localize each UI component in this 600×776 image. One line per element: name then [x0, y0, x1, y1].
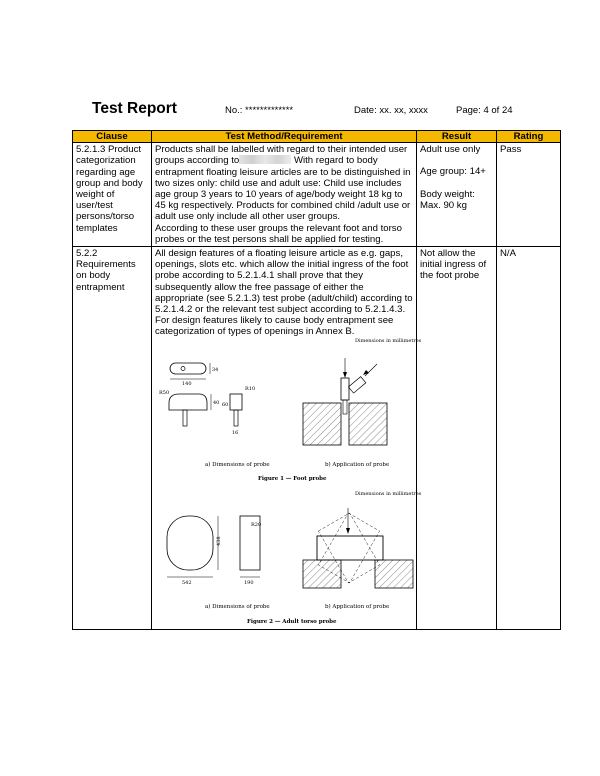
torso-probe-block-left: [303, 560, 341, 588]
dimension-190: 190: [244, 579, 254, 586]
dimension-40: 40: [213, 399, 220, 406]
requirement-paragraph: All design features of a floating leisure article as e.g. gaps, openings, slots etc. which allow the initial ingress of the foot probe according to 5.2.1.4.1 shall prove that they subsequently allow the free passage of either the appropriate (see 5.2.1.3) test probe (adult/child) according to 5.2.1.4.2 or the relevant test subject according to 5.2.1.4.3.: [155, 248, 413, 316]
foot-probe-hole: [181, 366, 185, 370]
foot-probe-end-view: [230, 394, 242, 410]
column-header-result: Result: [417, 131, 497, 143]
column-header-clause: Clause: [73, 131, 152, 143]
figure-1-caption: Figure 1 — Foot probe: [258, 475, 327, 482]
requirement-text-b: With regard to body entrapment floating leisure articles are to be distinguished in two sizes only: child use and adult use: Child use includes age group 3 years to 10 years of age/body weight 18 kg to 45 kg respectively. Products for combined child /adult use or adult use only include all other user groups.: [155, 155, 411, 223]
foot-probe-top-view: [170, 363, 206, 374]
requirement-text-a: Products shall be labelled with regard to their intended user groups according to: [155, 144, 408, 167]
requirement-paragraph-2: For design features likely to cause body entrapment see categorization of types of openings in Annex B.: [155, 315, 394, 338]
dimension-r20: R20: [251, 521, 262, 528]
dimension-34: 34: [212, 366, 219, 373]
report-number: No.: *************: [225, 105, 294, 116]
report-date: Date: xx. xx, xxxx: [354, 105, 428, 116]
torso-probe-block-right: [375, 560, 413, 588]
probe-figures: [155, 337, 422, 628]
result-cell: [417, 143, 497, 247]
torso-probe-front-view: [167, 516, 213, 570]
redacted-reference: [239, 155, 291, 164]
figure-1-caption-a: a) Dimensions of probe: [205, 461, 270, 468]
probe-figures-drawing: [155, 338, 430, 628]
foot-probe-block-left: [303, 403, 341, 445]
dimension-542: 542: [182, 579, 192, 586]
requirement-paragraph-2: According to these user groups the relevant foot and torso probes or the test persons shall be applied for testing.: [155, 222, 402, 245]
result-use: Adult use only: [420, 144, 481, 156]
table-row: [73, 247, 561, 630]
dimension-r10: R10: [245, 385, 256, 392]
dimension-r50: R50: [159, 389, 170, 396]
report-header: [0, 100, 600, 122]
figure-2-caption-a: a) Dimensions of probe: [205, 603, 270, 610]
dimension-60: 60: [222, 401, 229, 408]
figure-2-caption: Figure 2 — Adult torso probe: [247, 618, 337, 625]
table-header-row: [73, 131, 561, 143]
requirement-cell: [152, 143, 417, 247]
figure-2-torso-probe: [155, 491, 422, 625]
foot-probe-side-view: [169, 394, 207, 410]
result-body-weight: Body weight: Max. 90 kg: [420, 188, 475, 211]
dimension-140: 140: [182, 380, 192, 387]
dimension-16: 16: [232, 429, 239, 436]
column-header-rating: Rating: [497, 131, 561, 143]
figure-2-caption-b: b) Application of probe: [325, 603, 390, 610]
figure-1-caption-b: b) Application of probe: [325, 461, 390, 468]
page-indicator: Page: 4 of 24: [456, 105, 513, 116]
result-cell: Not allow the initial ingress of the foot probe: [417, 247, 497, 630]
requirement-paragraph: [155, 144, 413, 222]
foot-probe-inserted: [341, 378, 349, 400]
figure-2-dimensions-note: Dimensions in millimetres: [355, 490, 422, 497]
result-age-group: Age group: 14+: [420, 166, 486, 178]
requirement-cell: [152, 247, 422, 630]
report-title: Test Report: [92, 100, 177, 117]
figure-1-foot-probe: [159, 338, 422, 482]
dimension-438: 438: [216, 536, 222, 546]
torso-probe-inserted: [317, 536, 383, 560]
table-row: [73, 143, 561, 247]
column-header-requirement: Test Method/Requirement: [152, 131, 417, 143]
test-report-table: [72, 130, 561, 630]
figure-1-dimensions-note: Dimensions in millimetres: [355, 337, 422, 344]
rating-cell: N/A: [497, 247, 561, 630]
foot-probe-block-right: [349, 403, 387, 445]
clause-cell: 5.2.2 Requirements on body entrapment: [73, 247, 152, 630]
clause-cell: 5.2.1.3 Product categorization regarding age group and body weight of user/test persons/torso templates: [73, 143, 152, 247]
rating-cell: Pass: [497, 143, 561, 247]
